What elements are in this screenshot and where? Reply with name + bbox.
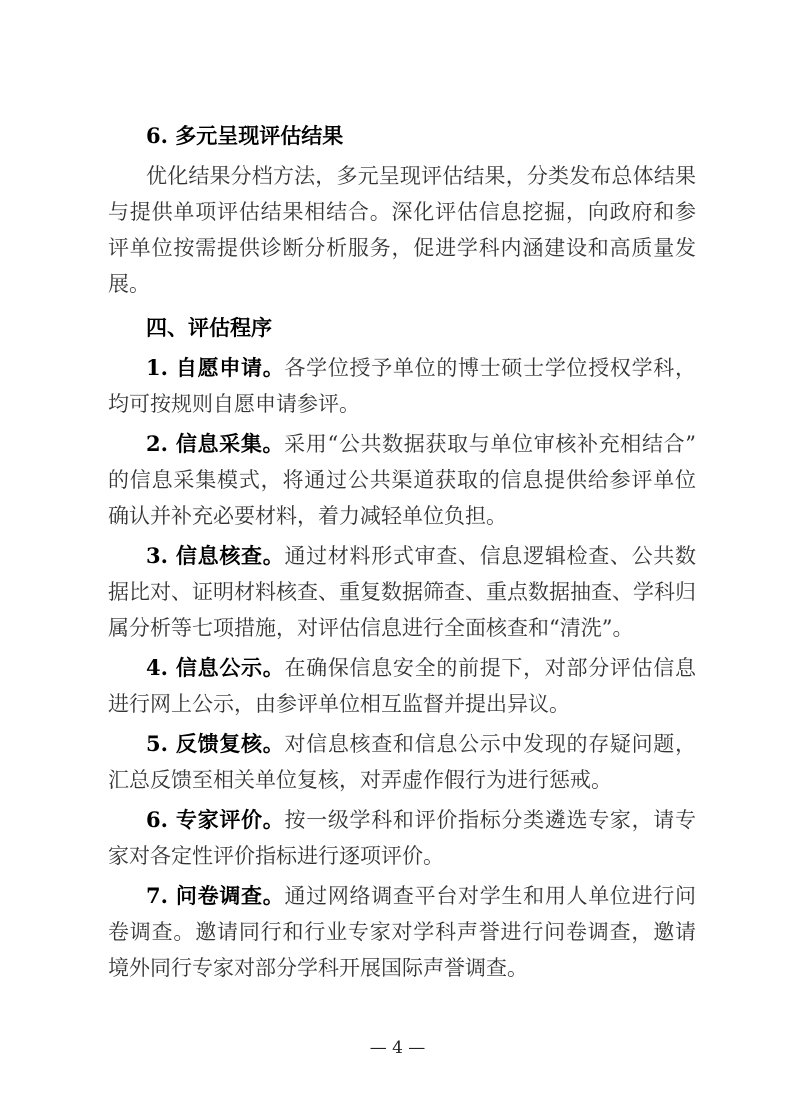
text-line [108, 686, 696, 722]
paragraph-text: 采用“公共数据获取与单位审核补充相结合” [284, 432, 697, 456]
paragraph-text: 境外同行专家对部分学科开展国际声誉调查。 [108, 956, 528, 980]
paragraph-text: 展。 [108, 272, 150, 296]
paragraph-text: 汇总反馈至相关单位复核，对弄虚作假行为进行惩戒。 [108, 768, 612, 792]
paragraph [108, 538, 696, 646]
page-number: — 4 — [369, 1038, 426, 1058]
paragraph-text: 与提供单项评估结果相结合。深化评估信息挖掘，向政府和参 [108, 200, 696, 224]
paragraph-lead: 5. 反馈复核。 [146, 731, 285, 756]
paragraph-text: 属分析等七项措施，对评估信息进行全面核查和“清洗”。 [108, 616, 634, 640]
text-line [108, 266, 696, 302]
paragraph-text: 各学位授予单位的博士硕士学位授权学科， [284, 356, 697, 380]
paragraph-lead: 6. 专家评价。 [146, 807, 285, 832]
text-line [108, 350, 696, 386]
paragraph-text: 对信息核查和信息公示中发现的存疑问题， [284, 732, 697, 756]
text-line [108, 462, 696, 498]
text-line [108, 610, 696, 646]
paragraph [108, 158, 696, 302]
paragraph [108, 802, 696, 874]
text-line [108, 310, 696, 346]
text-line [108, 118, 696, 154]
paragraph-lead: 四、评估程序 [146, 315, 272, 340]
paragraph-text: 的信息采集模式，将通过公共渠道获取的信息提供给参评单位 [108, 468, 696, 492]
section-heading [108, 310, 696, 346]
paragraph-lead: 3. 信息核查。 [146, 543, 285, 568]
document-body [108, 110, 696, 986]
paragraph-text: 卷调查。邀请同行和行业专家对学科声誉进行问卷调查，邀请 [108, 920, 696, 944]
section-heading [108, 118, 696, 154]
paragraph-text: 确认并补充必要材料，着力减轻单位负担。 [108, 504, 507, 528]
paragraph-text: 在确保信息安全的前提下，对部分评估信息 [284, 656, 697, 680]
text-line [108, 538, 696, 574]
paragraph-text: 据比对、证明材料核查、重复数据筛查、重点数据抽查、学科归 [108, 580, 696, 604]
text-line [108, 802, 696, 838]
text-line [108, 426, 696, 462]
paragraph [108, 726, 696, 798]
paragraph [108, 426, 696, 534]
paragraph-text: 家对各定性评价指标进行逐项评价。 [108, 844, 444, 868]
paragraph [108, 350, 696, 422]
text-line [108, 158, 696, 194]
paragraph-lead: 4. 信息公示。 [146, 655, 285, 680]
text-line [108, 574, 696, 610]
paragraph-lead: 6. 多元呈现评估结果 [146, 123, 344, 148]
text-line [108, 950, 696, 986]
paragraph-text: 优化结果分档方法，多元呈现评估结果，分类发布总体结果 [146, 164, 696, 188]
text-line [108, 878, 696, 914]
text-line [108, 914, 696, 950]
paragraph-lead: 1. 自愿申请。 [146, 355, 285, 380]
text-line [108, 838, 696, 874]
paragraph-text: 评单位按需提供诊断分析服务，促进学科内涵建设和高质量发 [108, 236, 696, 260]
text-line [108, 194, 696, 230]
text-line [108, 726, 696, 762]
paragraph-text: 通过材料形式审查、信息逻辑检查、公共数 [284, 544, 697, 568]
paragraph-lead: 2. 信息采集。 [146, 431, 285, 456]
paragraph-text: 通过网络调查平台对学生和用人单位进行问 [284, 884, 697, 908]
paragraph [108, 650, 696, 722]
paragraph-lead: 7. 问卷调查。 [146, 883, 285, 908]
paragraph-text: 按一级学科和评价指标分类遴选专家，请专 [284, 808, 697, 832]
text-line [108, 386, 696, 422]
paragraph-text: 进行网上公示，由参评单位相互监督并提出异议。 [108, 692, 570, 716]
paragraph-text: 均可按规则自愿申请参评。 [108, 392, 360, 416]
text-line [108, 498, 696, 534]
paragraph [108, 878, 696, 986]
text-line [108, 230, 696, 266]
text-line [108, 650, 696, 686]
text-line [108, 762, 696, 798]
